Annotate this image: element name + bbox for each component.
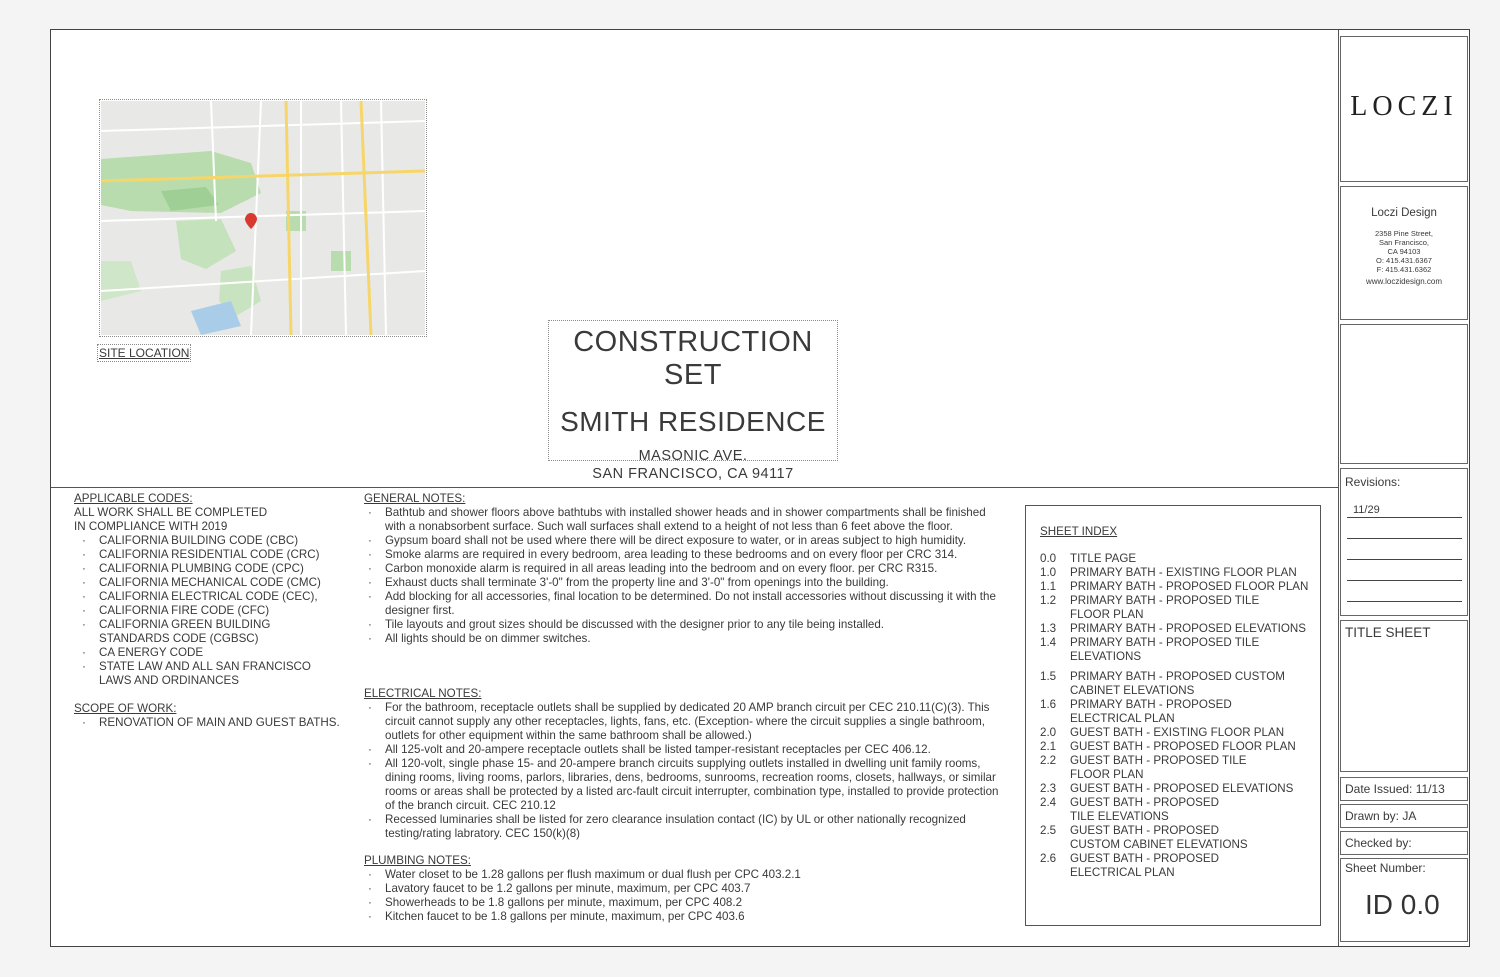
plumbing-notes-list (364, 868, 824, 924)
codes-list (78, 534, 344, 688)
sheet-number: 1.5 (1040, 670, 1057, 683)
sheet-number: 1.6 (1040, 698, 1057, 711)
residence-title: SMITH RESIDENCE (560, 406, 826, 437)
sheet-name: PRIMARY BATH - PROPOSED CUSTOM CABINET ELEVATIONS (1070, 670, 1285, 697)
note-item: · Exhaust ducts shall terminate 3'-0" from the property line and 3'-0" from openings into the building. (364, 576, 1000, 590)
date-issued: Date Issued: 11/13 (1345, 782, 1445, 796)
general-notes-heading: GENERAL NOTES: (364, 492, 466, 505)
code-item: · CALIFORNIA FIRE CODE (CFC) (78, 604, 344, 618)
sheet-index-row (1040, 670, 1310, 698)
logo-box (1340, 36, 1468, 182)
phone-line: O: 415.431.6367 (1376, 256, 1432, 265)
sheet-number: 1.2 (1040, 594, 1057, 607)
address-line: San Francisco, (1378, 238, 1430, 247)
note-item: · All lights should be on dimmer switches. (364, 632, 1000, 646)
address-line: CA 94103 (1387, 247, 1421, 256)
sheet-title-box (1340, 620, 1468, 772)
sheet-index-row (1040, 824, 1310, 852)
address-line-2: SAN FRANCISCO, CA 94117 (592, 466, 794, 482)
sheet-index-row (1040, 796, 1310, 824)
sheet-number: 1.3 (1040, 622, 1057, 635)
code-item: · CALIFORNIA MECHANICAL CODE (CMC) (78, 576, 344, 590)
sheet-number: 2.1 (1040, 740, 1057, 753)
sheet-name: TITLE PAGE (1070, 552, 1137, 565)
sheet-number: 2.3 (1040, 782, 1057, 795)
note-item: · Water closet to be 1.28 gallons per flush maximum or dual flush per CPC 403.2.1 (364, 868, 824, 882)
sheet-number-label: Sheet Number: (1345, 861, 1426, 875)
title-block-divider (1338, 30, 1339, 946)
electrical-notes-list (364, 701, 1004, 841)
sheet-name: GUEST BATH - PROPOSED CUSTOM CABINET ELEVATIONS (1070, 824, 1248, 851)
note-item: · Carbon monoxide alarm is required in all areas leading into the bedroom and on every floor. per CRC R315. (364, 562, 1000, 576)
sheet-index-row (1040, 622, 1310, 636)
scope-item: · RENOVATION OF MAIN AND GUEST BATHS. (78, 716, 344, 730)
sheet-index-row (1040, 726, 1310, 740)
sheet-name: PRIMARY BATH - EXISTING FLOOR PLAN (1070, 566, 1297, 579)
company-logo: LOCZI (1350, 91, 1458, 122)
scope-heading: SCOPE OF WORK: (74, 702, 177, 715)
site-location-label: SITE LOCATION (99, 346, 190, 360)
sheet-number: 2.2 (1040, 754, 1057, 767)
sheet-index-row (1040, 852, 1310, 880)
sheet-index-list (1040, 552, 1310, 880)
drawn-by-box (1340, 804, 1468, 828)
blank-box (1340, 324, 1468, 464)
sheet-name: PRIMARY BATH - PROPOSED ELECTRICAL PLAN (1070, 698, 1232, 725)
code-item: · CALIFORNIA BUILDING CODE (CBC) (78, 534, 344, 548)
construction-set-title: CONSTRUCTION SET (573, 326, 813, 391)
address-line: 2358 Pine Street, (1375, 229, 1433, 238)
scope-list (78, 716, 344, 730)
code-item: · STATE LAW AND ALL SAN FRANCISCO LAWS AND ORDINANCES (78, 660, 324, 688)
sheet-index-row (1040, 636, 1310, 664)
note-item: · Bathtub and shower floors above bathtubs with installed shower heads and in shower compartments shall be finished with a nonabsorbent surface. Such wall surfaces shall extend to a height of not less than 6 feet above the floor. (364, 506, 1000, 534)
sheet-number-value: ID 0.0 (1365, 889, 1440, 920)
sheet-name: PRIMARY BATH - PROPOSED ELEVATIONS (1070, 622, 1307, 635)
sheet-name: GUEST BATH - PROPOSED ELEVATIONS (1070, 782, 1294, 795)
sheet-number: 0.0 (1040, 552, 1057, 565)
sheet-title: TITLE SHEET (1345, 625, 1431, 640)
sheet-number: 2.5 (1040, 824, 1057, 837)
sheet-name: GUEST BATH - PROPOSED ELECTRICAL PLAN (1070, 852, 1220, 879)
code-item: · CALIFORNIA GREEN BUILDING STANDARDS CODE (CGBSC) (78, 618, 309, 646)
sheet-index-row (1040, 552, 1310, 566)
sheet-name: GUEST BATH - PROPOSED TILE FLOOR PLAN (1070, 754, 1247, 781)
sheet-index-row (1040, 580, 1310, 594)
applicable-codes (74, 492, 344, 730)
codes-heading: APPLICABLE CODES: (74, 492, 193, 505)
sheet-index-heading: SHEET INDEX (1040, 525, 1118, 538)
sheet-index-row (1040, 594, 1310, 622)
fax-line: F: 415.431.6362 (1376, 265, 1432, 274)
sheet-name: GUEST BATH - PROPOSED FLOOR PLAN (1070, 740, 1296, 753)
checked-by-box (1340, 831, 1468, 855)
sheet-number-box (1340, 858, 1468, 942)
company-address (1341, 229, 1467, 274)
sheet-index (1025, 505, 1321, 926)
date-issued-box (1340, 777, 1468, 801)
revisions-box (1340, 468, 1468, 616)
plumbing-notes (364, 854, 824, 924)
company-name: Loczi Design (1371, 207, 1437, 219)
address-line-1: MASONIC AVE. (638, 448, 748, 464)
project-title-block (550, 322, 836, 482)
sheet-name: PRIMARY BATH - PROPOSED TILE ELEVATIONS (1070, 636, 1260, 663)
note-item: · Add blocking for all accessories, final location to be determined. Do not install accessories without discussing it with the designer first. (364, 590, 1000, 618)
note-item: · All 125-volt and 20-ampere receptacle outlets shall be listed tamper-resistant receptacles per CEC 406.12. (364, 743, 1004, 757)
sheet-name: PRIMARY BATH - PROPOSED TILE FLOOR PLAN (1070, 594, 1260, 621)
sheet-index-row (1040, 754, 1310, 782)
sheet-number: 1.1 (1040, 580, 1057, 593)
sheet-index-row (1040, 566, 1310, 580)
code-item: · CALIFORNIA RESIDENTIAL CODE (CRC) (78, 548, 344, 562)
note-item: · Smoke alarms are required in every bedroom, area leading to these bedrooms and on every floor per CRC 314. (364, 548, 1000, 562)
general-notes (364, 492, 1000, 646)
site-map (101, 101, 425, 335)
checked-by: Checked by: (1345, 836, 1412, 850)
code-item: · CALIFORNIA PLUMBING CODE (CPC) (78, 562, 344, 576)
site-map-graphic (101, 101, 425, 335)
revision-line (1347, 580, 1462, 581)
note-item: · Kitchen faucet to be 1.8 gallons per minute, maximum, per CPC 403.6 (364, 910, 824, 924)
revision-line (1347, 517, 1462, 518)
company-website[interactable]: www.loczidesign.com (1365, 277, 1443, 286)
revision-line (1347, 538, 1462, 539)
code-item: · CALIFORNIA ELECTRICAL CODE (CEC), (78, 590, 344, 604)
sheet-name: GUEST BATH - EXISTING FLOOR PLAN (1070, 726, 1285, 739)
sheet-number: 2.0 (1040, 726, 1057, 739)
sheet-index-row (1040, 782, 1310, 796)
codes-intro: ALL WORK SHALL BE COMPLETED IN COMPLIANCE WITH 2019 (74, 506, 268, 533)
revision-line (1347, 601, 1462, 602)
sheet-name: PRIMARY BATH - PROPOSED FLOOR PLAN (1070, 580, 1309, 593)
note-item: · Recessed luminaries shall be listed for zero clearance insulation contact (IC) by UL or other nationally recognized testing/rating labratory. CEC 150(k)(8) (364, 813, 1004, 841)
horizontal-divider (51, 487, 1339, 488)
revision-entry: 11/29 (1353, 504, 1380, 516)
sheet-number: 1.0 (1040, 566, 1057, 579)
code-item: · CA ENERGY CODE (78, 646, 344, 660)
company-info-box (1340, 186, 1468, 320)
note-item: · For the bathroom, receptacle outlets shall be supplied by dedicated 20 AMP branch circuit per CEC 210.11(C)(3). This circuit cannot supply any other receptacles, lights, fans, etc. (Exception- where the circuit supplies a single bathroom, outlets for other equipment within the same bathroom shall be allowed.) (364, 701, 1004, 743)
revision-line (1347, 559, 1462, 560)
electrical-notes-heading: ELECTRICAL NOTES: (364, 687, 482, 700)
sheet-index-row (1040, 698, 1310, 726)
sheet-number: 2.4 (1040, 796, 1057, 809)
sheet-index-row (1040, 740, 1310, 754)
sheet-number: 2.6 (1040, 852, 1057, 865)
sheet-name: GUEST BATH - PROPOSED TILE ELEVATIONS (1070, 796, 1220, 823)
sheet-number: 1.4 (1040, 636, 1057, 649)
note-item: · Gypsum board shall not be used where there will be direct exposure to water, or in areas subject to high humidity. (364, 534, 1000, 548)
note-item: · All 120-volt, single phase 15- and 20-ampere branch circuits supplying outlets installed in dwelling unit family rooms, dining rooms, living rooms, parlors, libraries, dens, bedrooms, sunrooms, recreation rooms, closets, hallways, or similar rooms or areas shall be protected by a listed arc-fault circuit interrupter, combination type, installed to provide protection of the branch circuit. CEC 210.12 (364, 757, 1004, 813)
revisions-label: Revisions: (1345, 475, 1401, 489)
general-notes-list (364, 506, 1000, 646)
note-item: · Lavatory faucet to be 1.2 gallons per minute, maximum, per CPC 403.7 (364, 882, 824, 896)
drawn-by: Drawn by: JA (1345, 809, 1417, 823)
electrical-notes (364, 687, 1004, 841)
plumbing-notes-heading: PLUMBING NOTES: (364, 854, 471, 867)
note-item: · Tile layouts and grout sizes should be discussed with the designer prior to any tile being installed. (364, 618, 1000, 632)
note-item: · Showerheads to be 1.8 gallons per minute, maximum, per CPC 408.2 (364, 896, 824, 910)
